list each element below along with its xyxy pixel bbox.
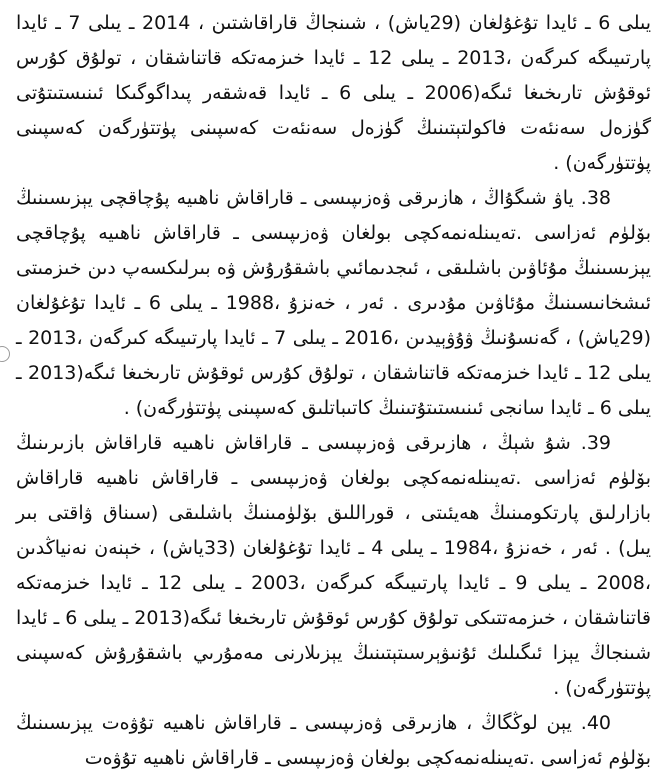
paragraph-entry-39: 39. شۇ شېڭ ، ھازىرقى ۋەزىپىسى ـ قاراقاش ناھىيە قاراقاش بازىرىنىڭ بۆلۈم ئەزاسى .تەيىنلەنمەكچى بولغان ۋەزىپىسى ـ قاراقاش ناھىيە قاراقاش بازارلىق پارتكومىنىڭ ھەيئىتى ، قوراللىق بۆلۈمىنىڭ باشلىقى (سىناق ۋاقتى بىر يىل) . ئەر ، خەنزۇ ،1984 ـ يىلى 4 ـ ئايدا تۇغۇلغان (33ياش) ، خېنەن نەنياڭدىن ،2008 ـ يىلى 9 ـ ئايدا پارتىيىگە كىرگەن ،2003 ـ يىلى 12 ـ ئايدا خىزمەتكە قاتناشقان ، خىزمەتتىكى تولۇق كۇرس ئوقۇش تارىخىغا ئىگە(2013 ـ يىلى 6 ـ ئايدا شىنجاڭ يېزا ئىگىلىك ئۇنىۋېرسىتېتىنىڭ يېزىلارنى مەمۇرىي باشقۇرۇش كەسپىنى پۈتتۈرگەن) . bbox=[16, 432, 651, 699]
paragraph-entry-38: 38. ياۋ شىگۇاڭ ، ھازىرقى ۋەزىپىسى ـ قاراقاش ناھىيە پۇچاقچى يېزىسىنىڭ بۆلۈم ئەزاسى .تەيىنلەنمەكچى بولغان ۋەزىپىسى ـ قاراقاش ناھىيە پۇچاقچى يېزىسىنىڭ مۇئاۋىن باشلىقى ، ئىجدىمائىي باشقۇرۇش ۋە بىرلىكسەپ دىن خىزمىتى ئىشخانىسىنىڭ مۇئاۋىن مۇدىرى . ئەر ، خەنزۇ ،1988 ـ يىلى 6 ـ ئايدا تۇغۇلغان (29ياش) ، گەنسۇنىڭ ۋۇۋېيدىن ،2016 ـ يىلى 7 ـ ئايدا پارتىيىگە كىرگەن ،2013 ـ يىلى 12 ـ ئايدا خىزمەتكە قاتناشقان ، تولۇق كۇرس ئوقۇش تارىخىغا ئىگە(2013 ـ يىلى 6 ـ ئايدا سانجى ئىنىستىتۇتىنىڭ كاتىباتلىق كەسپىنى پۈتتۈرگەن) . bbox=[16, 187, 651, 419]
paragraph-1-continuation: يىلى 6 ـ ئايدا تۇغۇلغان (29ياش) ، شىنجاڭ قاراقاشتىن ، 2014 ـ يىلى 7 ـ ئايدا پارتىيىگە كىرگەن ،2013 ـ يىلى 12 ـ ئايدا خىزمەتكە قاتناشقان ، تولۇق كۇرس ئوقۇش تارىخىغا ئىگە(2006 ـ يىلى 6 ـ ئايدا قەشقەر پىداگوگىكا ئىنىستىتۇتى گۈزەل سەنئەت فاكولتېتىنىڭ گۈزەل سەنئەت كەسپىنى پۈتتۈرگەن كەسپىنى پۈتتۈرگەن) . bbox=[16, 12, 652, 174]
paragraph-entry-40: 40. يېن لوڭگاڭ ، ھازىرقى ۋەزىپىسى ـ قاراقاش ناھىيە تۇۋەت يېزىسىنىڭ بۆلۈم ئەزاسى .تەيىنلەنمەكچى بولغان ۋەزىپىسى ـ قاراقاش ناھىيە تۇۋەت bbox=[16, 712, 651, 769]
